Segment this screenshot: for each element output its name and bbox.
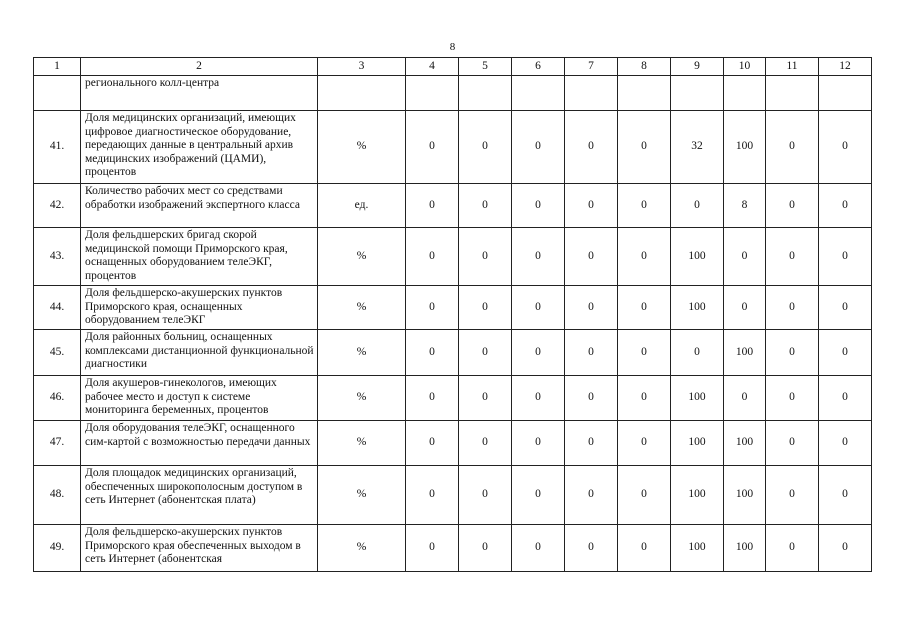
table-row	[34, 111, 872, 184]
value-cell: 0	[565, 111, 618, 184]
value-cell: 0	[671, 184, 724, 228]
column-header: 12	[819, 58, 872, 76]
value-cell: 0	[724, 286, 766, 330]
value-cell: 0	[618, 525, 671, 572]
value-cell	[671, 76, 724, 111]
value-cell: 0	[618, 184, 671, 228]
indicator-name: Доля фельдшерских бригад скорой медицинской помощи Приморского края, оснащенных оборудованием телеЭКГ, процентов	[81, 228, 318, 286]
value-cell: 0	[406, 228, 459, 286]
value-cell	[459, 76, 512, 111]
value-cell: 0	[671, 330, 724, 376]
unit-cell: %	[318, 376, 406, 421]
unit-cell: ед.	[318, 184, 406, 228]
value-cell: 100	[671, 421, 724, 466]
indicator-name: Доля акушеров-гинекологов, имеющих рабочее место и доступ к системе мониторинга беременных, процентов	[81, 376, 318, 421]
unit-cell: %	[318, 111, 406, 184]
value-cell: 0	[766, 376, 819, 421]
value-cell: 0	[565, 184, 618, 228]
row-number: 44.	[34, 286, 81, 330]
value-cell: 0	[565, 330, 618, 376]
column-header: 11	[766, 58, 819, 76]
row-number: 45.	[34, 330, 81, 376]
value-cell: 100	[671, 286, 724, 330]
value-cell: 0	[459, 330, 512, 376]
column-header: 7	[565, 58, 618, 76]
value-cell: 0	[565, 286, 618, 330]
value-cell: 0	[512, 376, 565, 421]
row-number: 46.	[34, 376, 81, 421]
value-cell: 0	[406, 330, 459, 376]
indicator-name: Количество рабочих мест со средствами обработки изображений экспертного класса	[81, 184, 318, 228]
value-cell: 0	[565, 525, 618, 572]
column-header: 5	[459, 58, 512, 76]
value-cell: 0	[618, 111, 671, 184]
row-number: 41.	[34, 111, 81, 184]
value-cell: 0	[406, 111, 459, 184]
indicator-name: Доля площадок медицинских организаций, обеспеченных широкополосным доступом в сеть Интернет (абонентская плата)	[81, 466, 318, 525]
value-cell: 0	[406, 376, 459, 421]
value-cell: 0	[565, 466, 618, 525]
row-number: 42.	[34, 184, 81, 228]
table-row	[34, 376, 872, 421]
value-cell: 8	[724, 184, 766, 228]
value-cell: 0	[512, 111, 565, 184]
unit-cell: %	[318, 421, 406, 466]
value-cell: 0	[512, 228, 565, 286]
value-cell: 0	[819, 376, 872, 421]
table-row	[34, 421, 872, 466]
row-number	[34, 76, 81, 111]
unit-cell: %	[318, 525, 406, 572]
value-cell: 0	[406, 525, 459, 572]
column-header: 6	[512, 58, 565, 76]
table-row	[34, 525, 872, 572]
table-row	[34, 330, 872, 376]
unit-cell: %	[318, 286, 406, 330]
row-number: 49.	[34, 525, 81, 572]
table-row	[34, 466, 872, 525]
column-header: 3	[318, 58, 406, 76]
value-cell: 0	[459, 376, 512, 421]
value-cell	[565, 76, 618, 111]
unit-cell: %	[318, 466, 406, 525]
value-cell: 0	[459, 228, 512, 286]
value-cell: 0	[406, 421, 459, 466]
unit-cell: %	[318, 228, 406, 286]
value-cell: 0	[766, 286, 819, 330]
column-header: 1	[34, 58, 81, 76]
value-cell: 100	[671, 228, 724, 286]
indicator-name: регионального колл-центра	[81, 76, 318, 111]
indicator-name: Доля районных больниц, оснащенных комплексами дистанционной функциональной диагностики	[81, 330, 318, 376]
value-cell: 0	[512, 184, 565, 228]
table-row	[34, 286, 872, 330]
table-row	[34, 228, 872, 286]
value-cell: 100	[724, 111, 766, 184]
value-cell: 0	[459, 525, 512, 572]
row-number: 48.	[34, 466, 81, 525]
value-cell: 0	[406, 466, 459, 525]
value-cell: 0	[618, 376, 671, 421]
value-cell	[724, 76, 766, 111]
value-cell: 0	[766, 111, 819, 184]
value-cell: 0	[565, 376, 618, 421]
value-cell: 0	[512, 466, 565, 525]
row-number: 43.	[34, 228, 81, 286]
value-cell: 0	[618, 228, 671, 286]
value-cell	[512, 76, 565, 111]
indicators-table	[33, 57, 872, 572]
value-cell: 0	[512, 330, 565, 376]
value-cell: 0	[512, 286, 565, 330]
row-number: 47.	[34, 421, 81, 466]
value-cell: 0	[565, 228, 618, 286]
value-cell: 0	[766, 184, 819, 228]
value-cell: 0	[766, 525, 819, 572]
value-cell: 0	[618, 466, 671, 525]
value-cell: 0	[565, 421, 618, 466]
value-cell: 0	[459, 421, 512, 466]
value-cell: 0	[819, 330, 872, 376]
table-row	[34, 76, 872, 111]
value-cell: 0	[618, 330, 671, 376]
value-cell: 0	[819, 228, 872, 286]
table-row	[34, 184, 872, 228]
value-cell	[819, 76, 872, 111]
indicator-name: Доля фельдшерско-акушерских пунктов Приморского края обеспеченных выходом в сеть Интернет (абонентская	[81, 525, 318, 572]
value-cell: 100	[724, 330, 766, 376]
unit-cell	[318, 76, 406, 111]
value-cell: 0	[459, 286, 512, 330]
value-cell: 0	[819, 421, 872, 466]
value-cell: 0	[459, 466, 512, 525]
unit-cell: %	[318, 330, 406, 376]
value-cell: 0	[618, 421, 671, 466]
value-cell: 0	[512, 525, 565, 572]
value-cell: 0	[459, 184, 512, 228]
value-cell	[766, 76, 819, 111]
value-cell: 0	[618, 286, 671, 330]
value-cell: 0	[819, 111, 872, 184]
column-header: 10	[724, 58, 766, 76]
value-cell: 0	[819, 525, 872, 572]
value-cell	[406, 76, 459, 111]
value-cell: 0	[819, 286, 872, 330]
value-cell: 0	[819, 184, 872, 228]
value-cell	[618, 76, 671, 111]
page-number: 8	[449, 41, 456, 53]
value-cell: 100	[671, 525, 724, 572]
column-header: 2	[81, 58, 318, 76]
value-cell: 0	[459, 111, 512, 184]
value-cell: 0	[724, 376, 766, 421]
indicator-name: Доля оборудования телеЭКГ, оснащенного сим-картой с возможностью передачи данных	[81, 421, 318, 466]
value-cell: 0	[766, 421, 819, 466]
value-cell: 100	[724, 421, 766, 466]
column-header: 4	[406, 58, 459, 76]
column-header: 8	[618, 58, 671, 76]
value-cell: 100	[724, 466, 766, 525]
value-cell: 100	[724, 525, 766, 572]
header-row	[34, 58, 872, 76]
value-cell: 0	[512, 421, 565, 466]
value-cell: 0	[766, 330, 819, 376]
value-cell: 100	[671, 376, 724, 421]
value-cell: 0	[724, 228, 766, 286]
value-cell: 0	[819, 466, 872, 525]
value-cell: 0	[406, 184, 459, 228]
column-header: 9	[671, 58, 724, 76]
value-cell: 0	[766, 228, 819, 286]
value-cell: 32	[671, 111, 724, 184]
value-cell: 0	[766, 466, 819, 525]
value-cell: 100	[671, 466, 724, 525]
value-cell: 0	[406, 286, 459, 330]
indicator-name: Доля фельдшерско-акушерских пунктов Приморского края, оснащенных оборудованием телеЭКГ	[81, 286, 318, 330]
indicator-name: Доля медицинских организаций, имеющих цифровое диагностическое оборудование, передающих данные в центральный архив медицинских изображений (ЦАМИ), процентов	[81, 111, 318, 184]
